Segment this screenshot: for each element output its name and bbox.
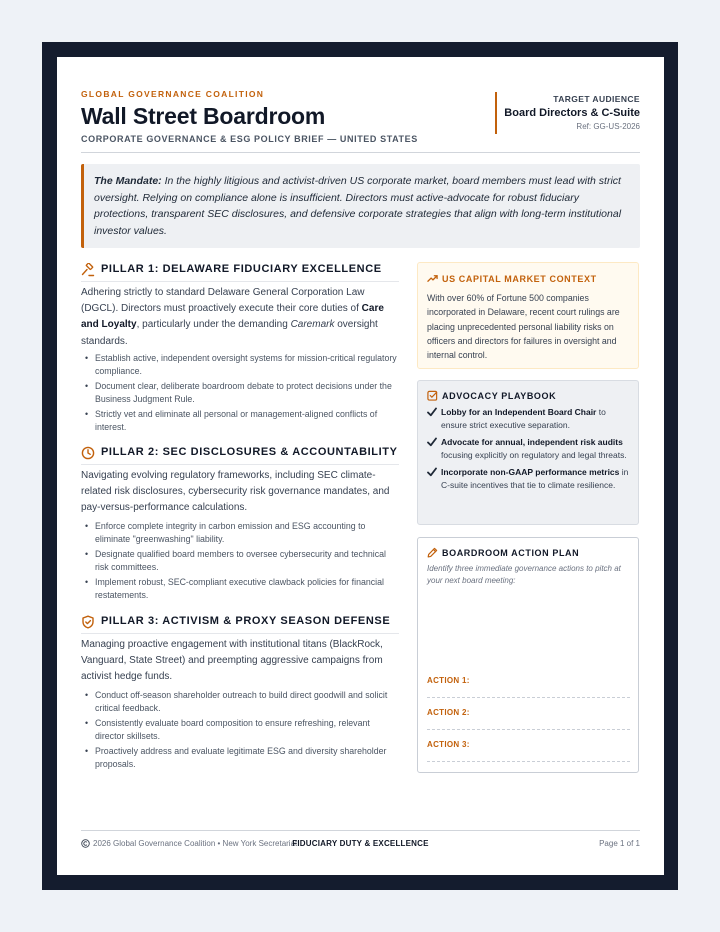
playbook-item [427, 466, 629, 491]
list-item: • Enforce complete integrity in carbon emission and ESG accounting to eliminate "greenwashing" liability. [81, 520, 401, 546]
playbook-item-bold: Incorporate non-GAAP performance metrics [441, 467, 620, 477]
page-number: Page 1 of 1 [599, 839, 640, 848]
list-item: • Document clear, deliberate boardroom debate to protect decisions under the Business Judgment Rule. [81, 380, 401, 406]
pillar-1-text-b: , particularly under the demanding [136, 319, 291, 331]
advocacy-playbook-box [417, 380, 639, 525]
pillar-1-text-italic: Caremark [290, 319, 335, 331]
list-item: • Proactively address and evaluate legitimate ESG and diversity shareholder proposals. [81, 745, 401, 771]
checkbox-icon [427, 390, 438, 401]
action-1-row [427, 676, 630, 698]
playbook-item [427, 436, 629, 461]
pillar-3-heading [81, 614, 399, 634]
footer-copyright: 2026 Global Governance Coalition • New York Secretariat [93, 839, 298, 848]
context-body: With over 60% of Fortune 500 companies incorporated in Delaware, recent court rulings are placing unprecedented personal liability risks on officers and directors for failures in oversight and internal control. [427, 293, 620, 361]
action-2-row [427, 708, 630, 730]
playbook-item [427, 406, 629, 431]
action-plan-instructions: Identify three immediate governance actions to pitch at your next board meeting: [427, 564, 621, 585]
list-item: • Consistently evaluate board composition to ensure refreshing, relevant director skillsets. [81, 717, 401, 743]
list-item: • Establish active, independent oversight systems for mission-critical regulatory compliance. [81, 352, 401, 378]
action-plan-title-row [427, 547, 629, 558]
playbook-item-bold: Advocate for annual, independent risk audits [441, 437, 623, 447]
playbook-item-text: in C-suite incentives that tie to climate resilience. [441, 467, 629, 490]
reference-code: Ref: GG-US-2026 [576, 122, 640, 131]
pillar-2-paragraph: Navigating evolving regulatory frameworks, including SEC climate-related risk disclosures, cybersecurity risk governance mandates, and pay-versus-performance calculations. [81, 470, 390, 514]
document-page [57, 57, 664, 875]
pillar-3-bullets [81, 689, 401, 773]
action-1-field[interactable] [467, 673, 627, 687]
list-item: • Conduct off-season shareholder outreach to build direct goodwill and solicit critical feedback. [81, 689, 401, 715]
capital-market-context-box [417, 262, 639, 369]
pillar-2-title: PILLAR 2: SEC DISCLOSURES & ACCOUNTABILITY [101, 446, 398, 458]
page-title: Wall Street Boardroom [81, 103, 326, 129]
boardroom-action-plan-box [417, 537, 639, 773]
mandate-lead: The Mandate: [94, 175, 162, 187]
pillar-2-bullets [81, 520, 401, 604]
playbook-item-text: focusing explicitly on regulatory and legal threats. [441, 449, 627, 460]
playbook-title-row [427, 390, 629, 401]
pillar-3-paragraph: Managing proactive engagement with institutional titans (BlackRock, Vanguard, State Street) and preempting aggressive campaigns from activist hedge funds. [81, 639, 383, 683]
context-title: US CAPITAL MARKET CONTEXT [442, 273, 597, 284]
checkmark-icon [427, 437, 437, 447]
action-1-label: ACTION 1: [427, 676, 470, 685]
header-divider [81, 152, 640, 153]
playbook-item-text: to ensure strict executive separation. [441, 407, 606, 430]
action-3-label: ACTION 3: [427, 740, 470, 749]
footer-center: FIDUCIARY DUTY & EXCELLENCE [292, 839, 429, 848]
action-2-label: ACTION 2: [427, 708, 470, 717]
action-3-field[interactable] [467, 737, 627, 751]
footer-divider [81, 830, 640, 831]
pillar-1-text-bold: Care and Loyalty [81, 303, 384, 331]
clock-icon [81, 446, 95, 460]
pillar-1-text-a: Adhering strictly to standard Delaware General Corporation Law (DGCL). Directors must proactively execute their core duties of [81, 287, 365, 315]
context-title-row [427, 273, 629, 284]
audience-label: TARGET AUDIENCE [553, 94, 640, 104]
shield-check-icon [81, 615, 95, 629]
checkmark-icon [427, 467, 437, 477]
pillar-2-heading [81, 445, 399, 465]
pillar-1-text-c: oversight standards. [81, 319, 378, 347]
playbook-item-bold: Lobby for an Independent Board Chair [441, 407, 597, 417]
action-plan-title: BOARDROOM ACTION PLAN [442, 547, 580, 558]
checkmark-icon [427, 407, 437, 417]
list-item: • Strictly vet and eliminate all personal or management-aligned conflicts of interest. [81, 408, 401, 434]
action-2-field[interactable] [467, 705, 627, 719]
list-item: • Implement robust, SEC-compliant executive clawback policies for financial restatements. [81, 576, 401, 602]
pillar-1-heading [81, 262, 399, 282]
pencil-icon [427, 547, 438, 558]
pillar-3-title: PILLAR 3: ACTIVISM & PROXY SEASON DEFENSE [101, 615, 391, 627]
list-item: • Designate qualified board members to oversee cybersecurity and technical risk committees. [81, 548, 401, 574]
audience-value: Board Directors & C-Suite [504, 107, 640, 119]
page-subtitle: CORPORATE GOVERNANCE & ESG POLICY BRIEF — UNITED STATES [81, 134, 418, 144]
gavel-icon [81, 263, 95, 277]
pillar-1-paragraph [81, 285, 401, 350]
trending-up-icon [427, 273, 438, 284]
action-3-row [427, 740, 630, 762]
mandate-text: In the highly litigious and activist-driven US corporate market, board members must lead with strict oversight. Relying on compliance alone is insufficient. Directors must active-advocate for robust fiduciary protections, transparent SEC disclosures, and defensive corporate strategies that align with long-term institutional investor values. [94, 175, 622, 237]
organization-label: GLOBAL GOVERNANCE COALITION [81, 89, 265, 99]
pillar-1-bullets [81, 352, 401, 436]
target-audience-block [495, 92, 640, 134]
mandate-callout [81, 164, 640, 248]
playbook-title: ADVOCACY PLAYBOOK [442, 390, 557, 401]
pillar-1-title: PILLAR 1: DELAWARE FIDUCIARY EXCELLENCE [101, 263, 382, 275]
